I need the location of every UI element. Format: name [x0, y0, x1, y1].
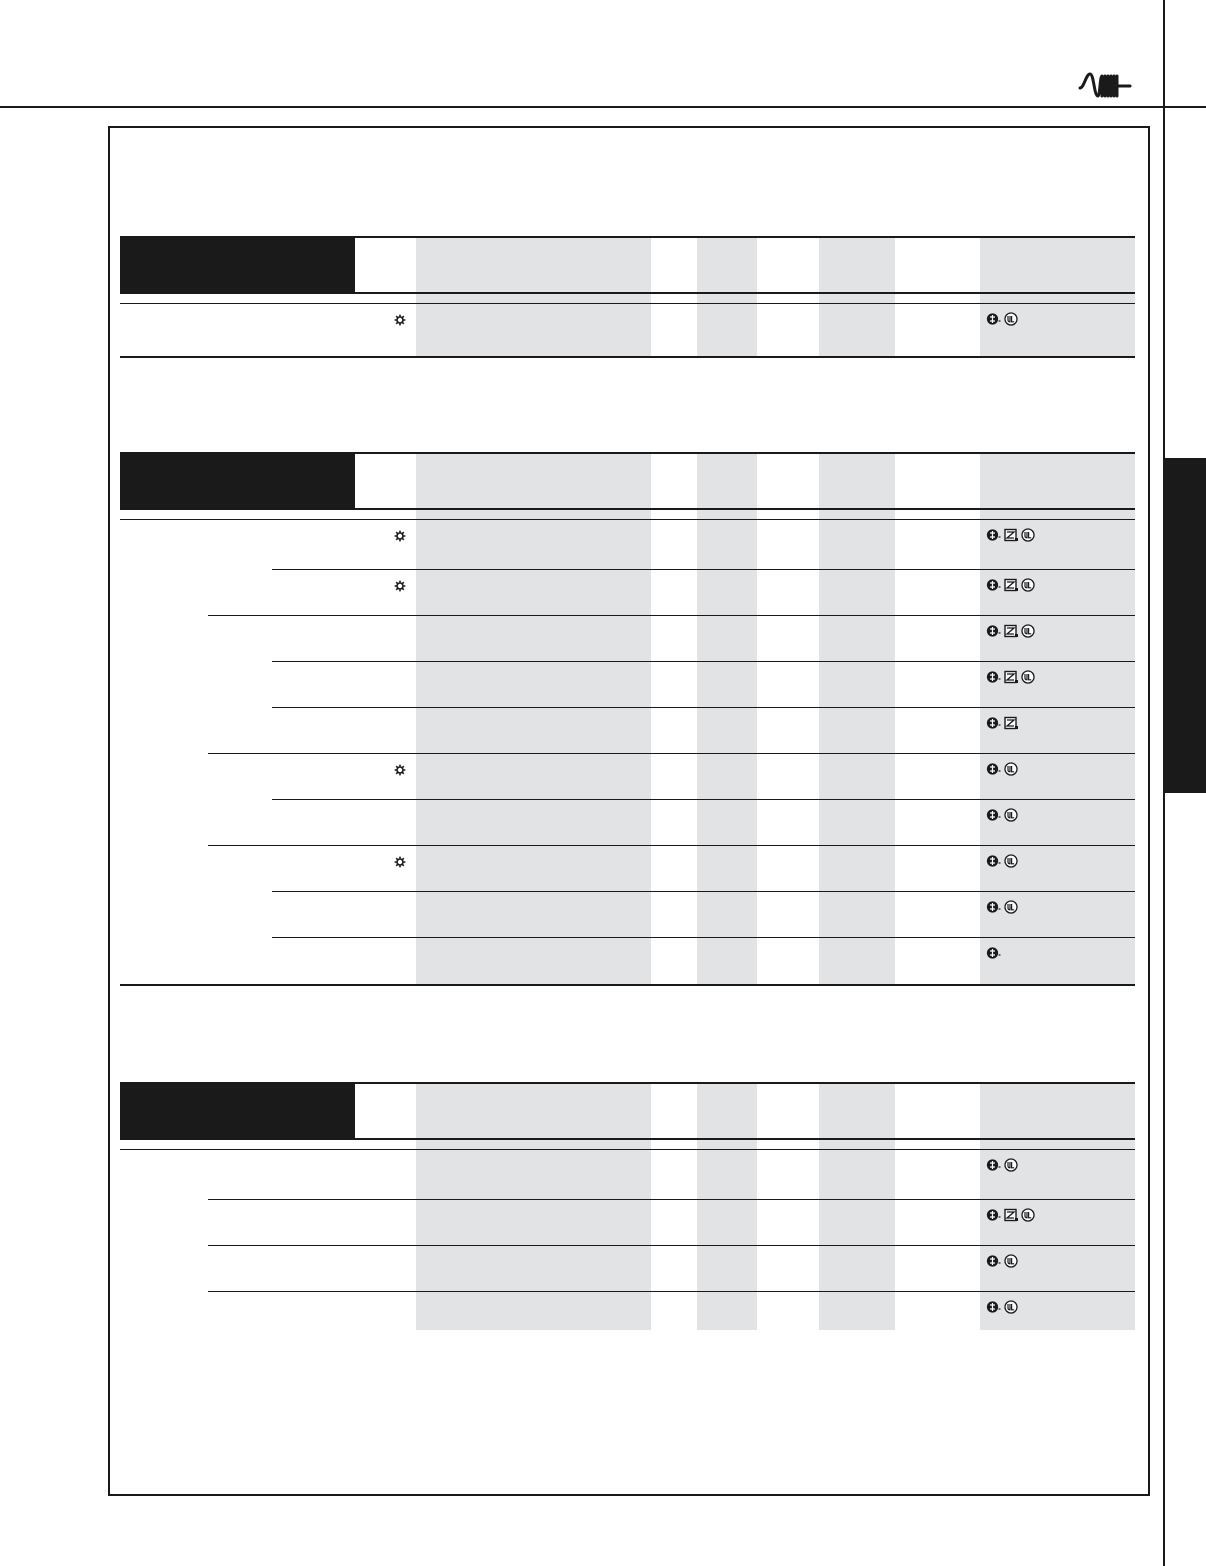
- gear-icon: [394, 579, 406, 591]
- certification-marks: [986, 808, 1021, 822]
- table-row: [120, 800, 1135, 846]
- ul-listed-icon: [1021, 624, 1035, 638]
- csa-certification-icon: [986, 1254, 1001, 1268]
- ul-listed-icon: [1004, 808, 1018, 822]
- table-top-rule: [120, 1082, 1135, 1084]
- csa-certification-icon: [986, 670, 1001, 684]
- spec-table: [120, 452, 1135, 986]
- table-row: [120, 1246, 1135, 1292]
- csa-certification-icon: [986, 312, 1001, 326]
- certification-marks: [986, 624, 1038, 638]
- certification-marks: [986, 528, 1038, 542]
- csa-certification-icon: [986, 854, 1001, 868]
- csa-certification-icon: [986, 1300, 1001, 1314]
- csa-certification-icon: [986, 1208, 1001, 1222]
- table-row: [120, 1292, 1135, 1338]
- table-row: [120, 616, 1135, 662]
- certification-marks: [986, 1254, 1021, 1268]
- table-row: [120, 304, 1135, 356]
- table-row: [120, 846, 1135, 892]
- table-header-rule: [120, 292, 1135, 294]
- table-row: [120, 754, 1135, 800]
- table-header-block: [120, 236, 355, 294]
- csa-certification-icon: [986, 762, 1001, 776]
- certification-marks: [986, 312, 1021, 326]
- certification-marks: [986, 900, 1021, 914]
- table-row: [120, 708, 1135, 754]
- certification-marks: [986, 1208, 1038, 1222]
- certification-marks: [986, 578, 1038, 592]
- csa-certification-icon: [986, 900, 1001, 914]
- ul-listed-icon: [1004, 900, 1018, 914]
- csa-certification-icon: [986, 808, 1001, 822]
- ul-listed-icon: [1004, 1300, 1018, 1314]
- table-row: [120, 520, 1135, 570]
- ul-listed-icon: [1021, 670, 1035, 684]
- table-header-rule: [120, 1138, 1135, 1140]
- ul-listed-icon: [1004, 1158, 1018, 1172]
- ul-listed-icon: [1021, 1208, 1035, 1222]
- approval-mark-icon: [1004, 528, 1018, 542]
- ul-listed-icon: [1004, 1254, 1018, 1268]
- section-side-tab: [1164, 458, 1206, 793]
- certification-marks: [986, 854, 1021, 868]
- gear-icon: [394, 529, 406, 541]
- certification-marks: [986, 1158, 1021, 1172]
- table-row: [120, 662, 1135, 708]
- certification-marks: [986, 762, 1021, 776]
- approval-mark-icon: [1004, 578, 1018, 592]
- csa-certification-icon: [986, 578, 1001, 592]
- approval-mark-icon: [1004, 1208, 1018, 1222]
- table-row: [120, 570, 1135, 616]
- table-top-rule: [120, 452, 1135, 454]
- spec-table: [120, 236, 1135, 358]
- certification-marks: [986, 946, 1004, 960]
- certification-marks: [986, 716, 1021, 730]
- ul-listed-icon: [1004, 762, 1018, 776]
- table-bottom-rule: [120, 984, 1135, 986]
- gear-icon: [394, 313, 406, 325]
- csa-certification-icon: [986, 624, 1001, 638]
- ul-listed-icon: [1004, 312, 1018, 326]
- csa-certification-icon: [986, 946, 1001, 960]
- certification-marks: [986, 670, 1038, 684]
- coil-wire-logo-icon: [1078, 66, 1144, 102]
- header-rule: [0, 106, 1206, 108]
- gear-icon: [394, 763, 406, 775]
- ul-listed-icon: [1021, 528, 1035, 542]
- ul-listed-icon: [1021, 578, 1035, 592]
- csa-certification-icon: [986, 528, 1001, 542]
- table-header-block: [120, 452, 355, 510]
- approval-mark-icon: [1004, 624, 1018, 638]
- certification-marks: [986, 1300, 1021, 1314]
- spec-table: [120, 1082, 1135, 1340]
- table-row: [120, 938, 1135, 984]
- ul-listed-icon: [1004, 854, 1018, 868]
- table-header-block: [120, 1082, 355, 1140]
- table-bottom-rule: [120, 356, 1135, 358]
- gear-icon: [394, 855, 406, 867]
- table-row: [120, 1150, 1135, 1200]
- table-row: [120, 1200, 1135, 1246]
- table-row: [120, 892, 1135, 938]
- table-header-rule: [120, 508, 1135, 510]
- approval-mark-icon: [1004, 670, 1018, 684]
- csa-certification-icon: [986, 1158, 1001, 1172]
- table-top-rule: [120, 236, 1135, 238]
- approval-mark-icon: [1004, 716, 1018, 730]
- csa-certification-icon: [986, 716, 1001, 730]
